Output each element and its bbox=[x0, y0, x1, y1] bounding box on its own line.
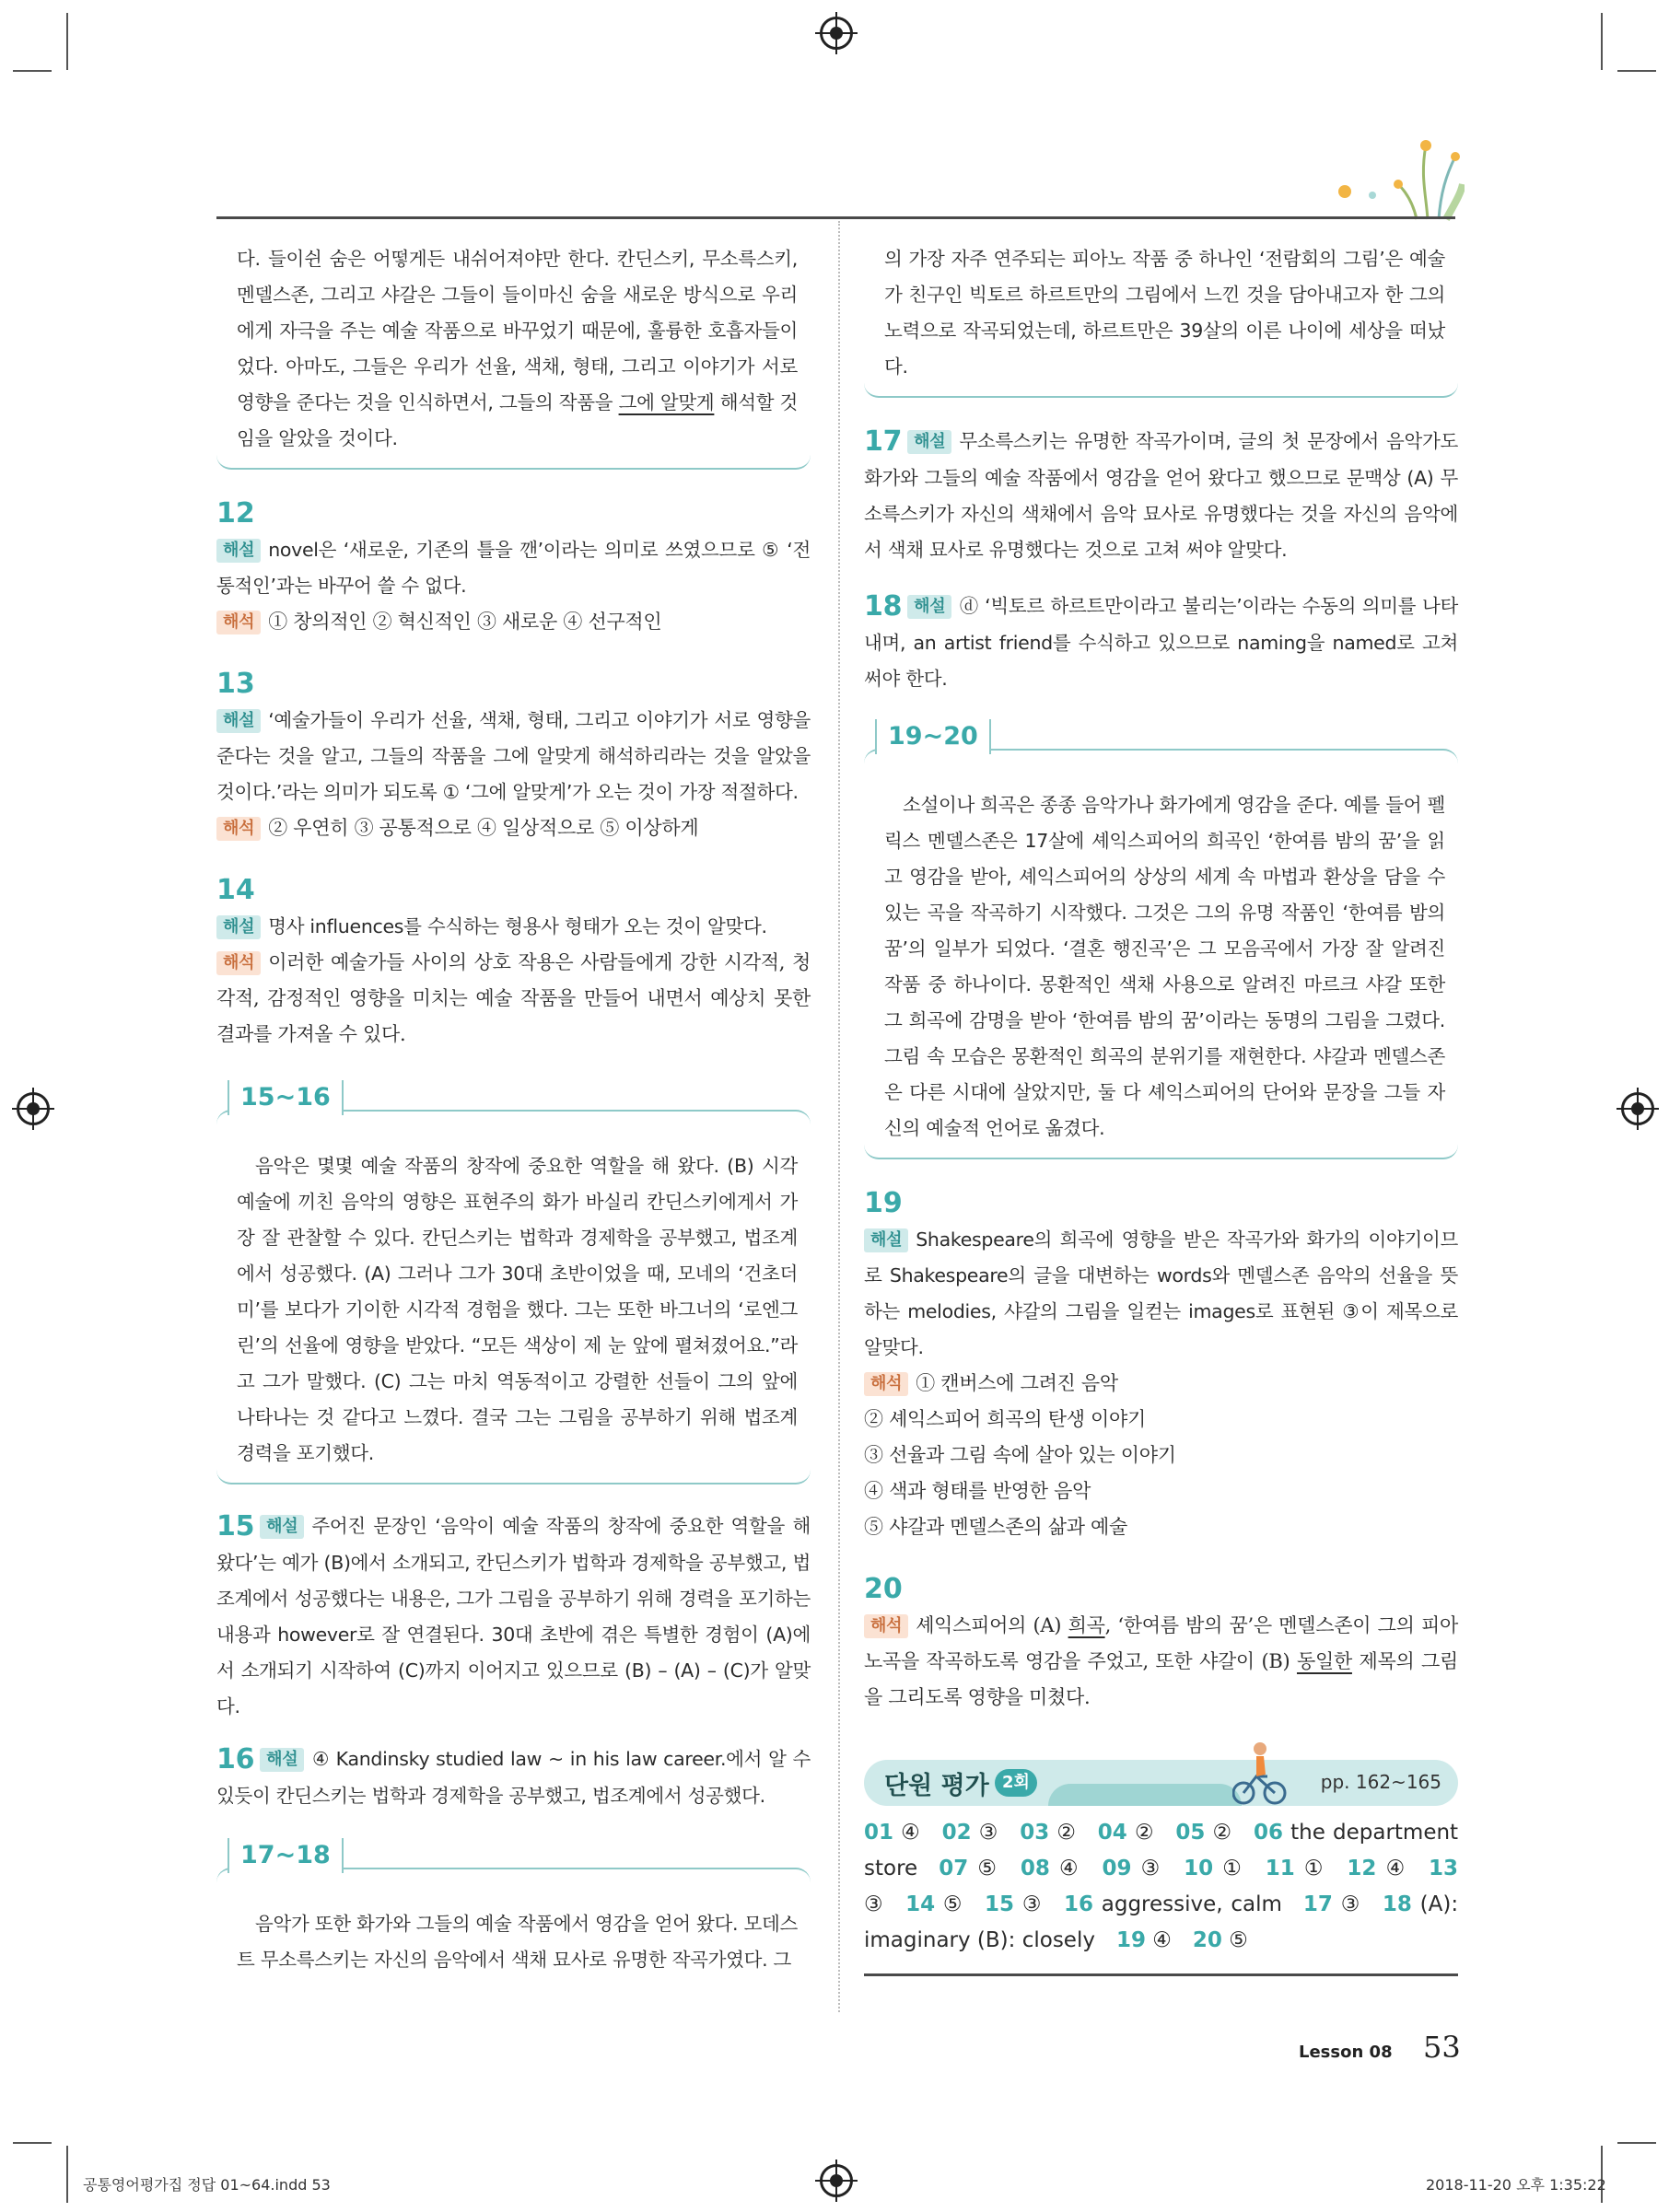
passage-text: 다. 들이쉰 숨은 어떻게든 내쉬어져야만 한다. 칸딘스키, 무소륵스키, 멘델스존, 그리고 샤갈은 그들이 들이마신 숨을 새로운 방식으로 우리에게 자극을 주는 예술 작품으로 바꾸었기 때문에, 훌륭한 호흡자들이었다. 아마도, 그들은 우리가 선율, 색채, 형태, 그리고 이야기가 서로 영향을 준다는 것을 인식하면서, 그들의 작품을 그에 알맞게 해석할 것임을 알았을 것이다. bbox=[237, 248, 798, 449]
explanation: 해설 Shakespeare의 희곡에 영향을 받은 작곡가와 화가의 이야기이므로 Shakespeare의 글을 대변하는 words와 멘델스존 음악의 선율을 뜻하는 melodies, 샤갈의 그림을 일컫는 images로 표현된 ③이 제목으로 알맞다. bbox=[864, 1228, 1458, 1358]
explanation-tag: 해설 bbox=[260, 1748, 304, 1772]
answer-key bbox=[864, 1815, 1458, 1976]
explanation-tag: 해설 bbox=[907, 430, 951, 454]
question-number: 16 bbox=[216, 1743, 255, 1775]
translation-tag: 해석 bbox=[216, 817, 261, 841]
passage-box-15-16 bbox=[216, 1083, 811, 1484]
passage-text: 소설이나 희곡은 종종 음악가나 화가에게 영감을 준다. 예를 들어 펠릭스 멘델스존은 17살에 셰익스피어의 희곡인 ‘한여름 밤의 꿈’을 읽고 영감을 받아, 셰익스피어의 상상의 세계 속 마법과 환상을 담을 수 있는 곡을 작곡하기 시작했다. 그것은 그의 유명 작품인 ‘한여름 밤의 꿈’의 일부가 되었다. ‘결혼 행진곡’은 그 모음곡에서 가장 잘 알려진 작품 중 하나이다. 몽환적인 색채 사용으로 알려진 마르크 샤갈 또한 그 희곡에 감명을 받아 ‘한여름 밤의 꿈’이라는 동명의 그림을 그렸다. 그림 속 모습은 몽환적인 희곡의 분위기를 재현한다. 샤갈과 멘델스존은 다른 시대에 살았지만, 둘 다 셰익스피어의 단어와 문장을 그들 자신의 예술적 언어로 옮겼다. bbox=[884, 794, 1445, 1139]
translation-option: ⑤ 샤갈과 멘델스존의 삶과 예술 bbox=[864, 1516, 1128, 1538]
registration-mark-icon bbox=[1621, 1092, 1654, 1125]
answer-item: 17 ③ bbox=[1302, 1892, 1361, 1916]
passage-box-17-18 bbox=[216, 1841, 811, 1989]
answer-item: 05 ② bbox=[1175, 1821, 1232, 1845]
answer-item: 18 (A): imaginary (B): closely bbox=[864, 1892, 1459, 1952]
crop-mark bbox=[1617, 2142, 1656, 2144]
passage-label: 19~20 bbox=[875, 719, 991, 754]
translation: 해석 셰익스피어의 (A) 희곡, ‘한여름 밤의 꿈’은 멘델스존이 그의 피아노곡을 작곡하도록 영감을 주었고, 또한 샤갈이 (B) 동일한 제목의 그림을 그리도록 영향을 미쳤다. bbox=[864, 1614, 1458, 1708]
answer-item: 06 the department store bbox=[864, 1821, 1459, 1880]
explanation-tag: 해설 bbox=[216, 709, 261, 733]
translation: 해석 ② 우연히 ③ 공통적으로 ④ 일상적으로 ⑤ 이상하게 bbox=[216, 810, 811, 846]
crop-mark bbox=[66, 13, 68, 70]
wave-decoration bbox=[1048, 1784, 1242, 1806]
explanation-tag: 해설 bbox=[216, 915, 261, 939]
passage-text: 의 가장 자주 연주되는 피아노 작품 중 하나인 ‘전람회의 그림’은 예술가 친구인 빅토르 하르트만의 그림에서 느낀 것을 담아내고자 한 그의 노력으로 작곡되었는데, 하르트만은 39살의 이른 나이에 세상을 떠났다. bbox=[884, 248, 1445, 378]
column-divider bbox=[838, 221, 840, 2012]
explanation-tag: 해설 bbox=[864, 1228, 908, 1252]
answer-item: 11 ① bbox=[1265, 1857, 1326, 1880]
question-17 bbox=[864, 424, 1458, 568]
page-number: 53 bbox=[1423, 2030, 1461, 2065]
translation-tag: 해석 bbox=[216, 611, 261, 634]
answer-item: 13 ③ bbox=[864, 1857, 1459, 1916]
answer-item: 01 ④ bbox=[864, 1821, 921, 1845]
round-badge: 2회 bbox=[995, 1769, 1037, 1797]
passage-text: 음악은 몇몇 예술 작품의 창작에 중요한 역할을 해 왔다. (B) 시각 예술에 끼친 음악의 영향은 표현주의 화가 바실리 칸딘스키에게서 가장 잘 관찰할 수 있다. 칸딘스키는 법학과 경제학을 공부했고, 법조계에서 성공했다. (A) 그러나 그가 30대 초반이었을 때, 모네의 ‘건초더미’를 보다가 기이한 시각적 경험을 했다. 그는 또한 바그너의 ‘로엔그린’의 선율에 영향을 받았다. “모든 색상이 제 눈 앞에 펼쳐졌어요.”라고 그가 말했다. (C) 그는 마치 역동적이고 강렬한 선들이 그의 앞에 나타나는 것 같다고 느꼈다. 결국 그는 그림을 공부하기 위해 법조계 경력을 포기했다. bbox=[237, 1155, 798, 1464]
answer-item: 14 ⑤ bbox=[905, 1892, 964, 1916]
crop-mark bbox=[13, 70, 52, 72]
explanation: 해설 ‘예술가들이 우리가 선율, 색채, 형태, 그리고 이야기가 서로 영향을 준다는 것을 알고, 그들의 작품을 그에 알맞게 해석하리라는 것을 알았을 것이다.’라는 의미가 되도록 ① ‘그에 알맞게’가 오는 것이 가장 적절하다. bbox=[216, 709, 811, 803]
answer-item: 12 ④ bbox=[1347, 1857, 1408, 1880]
explanation: 해설 명사 influences를 수식하는 형용사 형태가 오는 것이 알맞다. bbox=[216, 909, 811, 945]
crop-mark bbox=[13, 2142, 52, 2144]
print-date: 2018-11-20 오후 1:35:22 bbox=[1426, 2176, 1606, 2194]
question-13 bbox=[216, 666, 811, 846]
answer-item: 02 ③ bbox=[941, 1821, 999, 1845]
question-number: 13 bbox=[216, 668, 255, 700]
answer-item: 15 ③ bbox=[985, 1892, 1043, 1916]
answer-item: 09 ③ bbox=[1102, 1857, 1163, 1880]
crop-mark bbox=[1617, 70, 1656, 72]
answer-item: 07 ⑤ bbox=[939, 1857, 999, 1880]
explanation-tag: 해설 bbox=[907, 595, 951, 619]
left-column bbox=[216, 241, 811, 1989]
passage-label: 15~16 bbox=[228, 1080, 344, 1115]
explanation: 16 해설 ④ Kandinsky studied law ~ in his law career.에서 알 수 있듯이 칸딘스키는 법학과 경제학을 공부했고, 법조계에서 성공했다. bbox=[216, 1743, 811, 1807]
question-number: 19 bbox=[864, 1187, 903, 1219]
header-rule bbox=[216, 216, 1455, 219]
question-number: 18 bbox=[864, 590, 903, 623]
question-15 bbox=[216, 1508, 811, 1725]
translation-tag: 해석 bbox=[864, 1372, 908, 1396]
explanation: 17 해설 무소륵스키는 유명한 작곡가이며, 글의 첫 문장에서 음악가도 화가와 그들의 예술 작품에서 영감을 얻어 왔다고 했으므로 문맥상 (A) 무소륵스키가 자신의 색채에서 음악 묘사로 유명했다는 것을 자신의 음악에서 색채 묘사로 유명했다는 것으로 고쳐 써야 알맞다. bbox=[864, 425, 1458, 561]
explanation: 18 해설 ⓓ ‘빅토르 하르트만이라고 불리는’이라는 수동의 의미를 나타내며, an artist friend를 수식하고 있으므로 naming을 named로 고쳐 써야 한다. bbox=[864, 590, 1458, 690]
explanation: 해설 novel은 ‘새로운, 기존의 틀을 깬’이라는 의미로 쓰였으므로 ⑤ ‘전통적인’과는 바꾸어 쓸 수 없다. bbox=[216, 539, 811, 597]
answer-item: 03 ② bbox=[1020, 1821, 1077, 1845]
registration-mark-icon bbox=[820, 2164, 853, 2197]
passage-text: 음악가 또한 화가와 그들의 예술 작품에서 영감을 얻어 왔다. 모데스트 무소륵스키는 자신의 음악에서 색채 묘사로 유명한 작곡가였다. 그 bbox=[237, 1913, 798, 1971]
passage-label: 17~18 bbox=[228, 1838, 344, 1873]
question-number: 14 bbox=[216, 874, 255, 906]
translation-option: ④ 색과 형태를 반영한 음악 bbox=[864, 1480, 1091, 1502]
question-number: 15 bbox=[216, 1510, 255, 1543]
explanation-tag: 해설 bbox=[260, 1515, 304, 1539]
lesson-label: Lesson 08 bbox=[1299, 2043, 1393, 2062]
question-number: 20 bbox=[864, 1573, 903, 1605]
right-column bbox=[864, 241, 1458, 1976]
crop-mark bbox=[1601, 13, 1603, 70]
answer-item: 19 ④ bbox=[1115, 1928, 1172, 1952]
registration-mark-icon bbox=[17, 1092, 50, 1125]
answer-item: 20 ⑤ bbox=[1192, 1928, 1248, 1952]
translation-tag: 해석 bbox=[864, 1614, 908, 1638]
continued-passage-box bbox=[216, 241, 811, 470]
unit-evaluation-header bbox=[864, 1760, 1458, 1806]
file-slug: 공통영어평가집 정답 01~64.indd 53 bbox=[83, 2176, 331, 2194]
answer-item: 16 aggressive, calm bbox=[1063, 1892, 1282, 1916]
answer-item: 10 ① bbox=[1184, 1857, 1244, 1880]
question-number: 17 bbox=[864, 425, 903, 458]
cyclist-icon bbox=[1232, 1740, 1288, 1806]
answer-item: 04 ② bbox=[1097, 1821, 1155, 1845]
explanation: 15 해설 주어진 문장인 ‘음악이 예술 작품의 창작에 중요한 역할을 해 왔다’는 예가 (B)에서 소개되고, 칸딘스키가 법학과 경제학을 공부했고, 법조계에서 성공했다는 내용은, 그가 그림을 공부하기 위해 경력을 포기하는 내용과 however로 잘 연결된다. 30대 초반에 겪은 특별한 경험이 (A)에서 소개되기 시작하여 (C)까지 이어지고 있으므로 (B) – (A) – (C)가 알맞다. bbox=[216, 1510, 811, 1717]
question-19 bbox=[864, 1185, 1458, 1545]
question-number: 12 bbox=[216, 497, 255, 530]
explanation-tag: 해설 bbox=[216, 539, 261, 563]
question-20 bbox=[864, 1571, 1458, 1716]
registration-mark-icon bbox=[820, 17, 853, 50]
question-16 bbox=[216, 1741, 811, 1814]
translation-option: ② 셰익스피어 희곡의 탄생 이야기 bbox=[864, 1408, 1147, 1430]
question-18 bbox=[864, 588, 1458, 697]
unit-evaluation-title: 단원 평가 bbox=[884, 1772, 989, 1800]
translation: 해석 ① 창의적인 ② 혁신적인 ③ 새로운 ④ 선구적인 bbox=[216, 604, 811, 640]
translation-option: ③ 선율과 그림 속에 살아 있는 이야기 bbox=[864, 1444, 1176, 1466]
question-12 bbox=[216, 495, 811, 640]
plant-decoration-icon bbox=[1317, 138, 1465, 221]
passage-box-19-20 bbox=[864, 722, 1458, 1159]
continued-passage-box bbox=[864, 241, 1458, 398]
crop-mark bbox=[66, 2146, 68, 2203]
answer-item: 08 ④ bbox=[1020, 1857, 1081, 1880]
question-14 bbox=[216, 872, 811, 1053]
page-range: pp. 162~165 bbox=[1320, 1771, 1441, 1793]
translation-tag: 해석 bbox=[216, 951, 261, 975]
translation: 해석 이러한 예술가들 사이의 상호 작용은 사람들에게 강한 시각적, 청각적, 감정적인 영향을 미치는 예술 작품을 만들어 내면서 예상치 못한 결과를 가져올 수 있다. bbox=[216, 951, 811, 1045]
translation: 해석 ① 캔버스에 그려진 음악 bbox=[864, 1366, 1458, 1402]
